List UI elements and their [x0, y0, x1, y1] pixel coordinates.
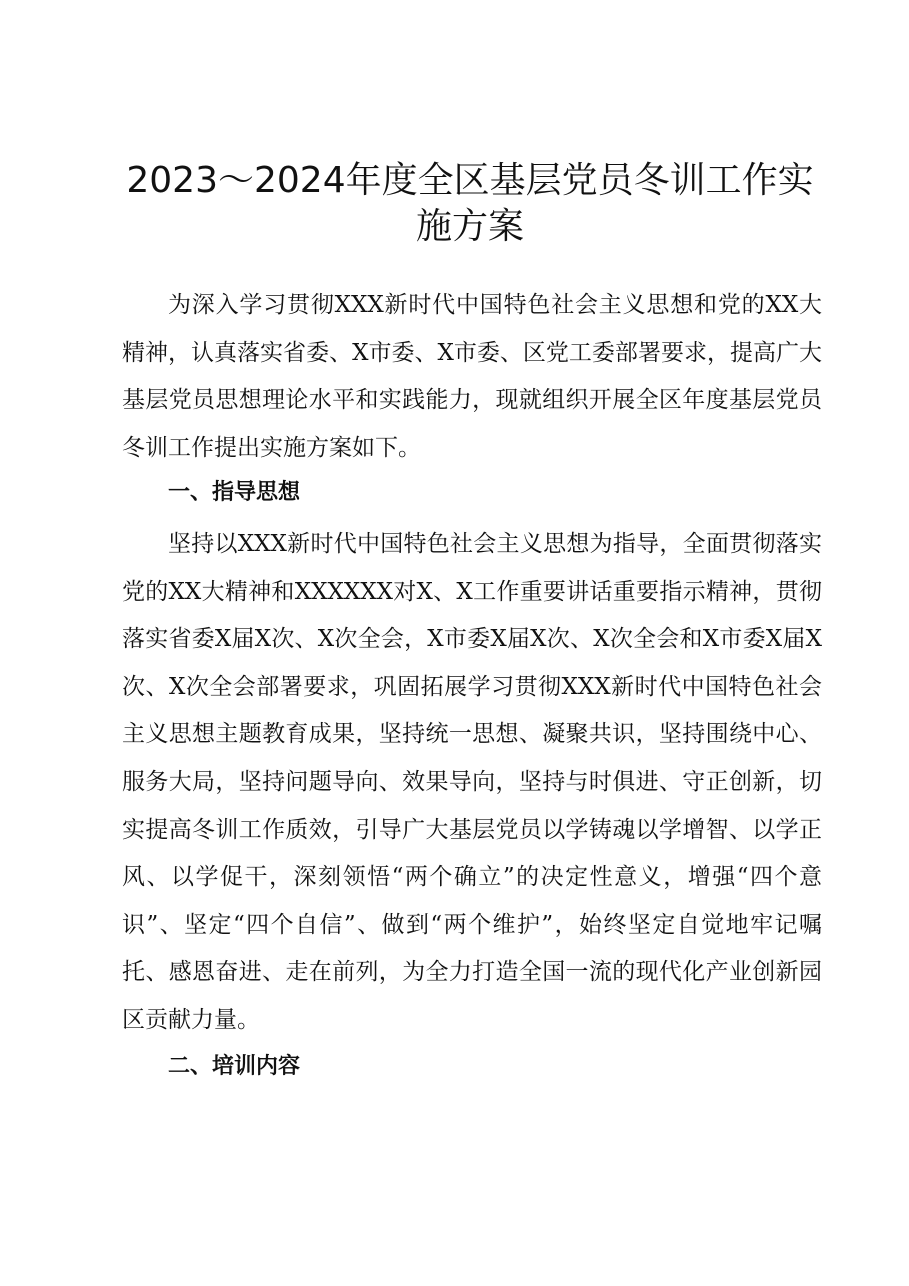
- intro-paragraph: 为深入学习贯彻XXX新时代中国特色社会主义思想和党的XX大精神，认真落实省委、X市委、X市委、区党工委部署要求，提高广大基层党员思想理论水平和实践能力，现就组织开展全区年度基层党员冬训工作提出实施方案如下。: [122, 292, 822, 461]
- section-heading-guiding-ideology: 一、指导思想: [168, 480, 301, 505]
- document-title: 2023～2024年度全区基层党员冬训工作实施方案: [126, 160, 814, 247]
- guiding-ideology-paragraph: 坚持以XXX新时代中国特色社会主义思想为指导，全面贯彻落实党的XX大精神和XXXXXX对X、X工作重要讲话重要指示精神，贯彻落实省委X届X次、X次全会，X市委X届X次、X次全会和X市委X届X次、X次全会部署要求，巩固拓展学习贯彻XXX新时代中国特色社会主义思想主题教育成果，坚持统一思想、凝聚共识，坚持围绕中心、服务大局，坚持问题导向、效果导向，坚持与时俱进、守正创新，切实提高冬训工作质效，引导广大基层党员以学铸魂以学增智、以学正风、以学促干，深刻领悟“两个确立”的决定性意义，增强“四个意识”、坚定“四个自信”、做到“两个维护”，始终坚定自觉地牢记嘱托、感恩奋进、走在前列，为全力打造全国一流的现代化产业创新园区贡献力量。: [122, 531, 822, 1033]
- section-heading-training-content: 二、培训内容: [168, 1054, 301, 1079]
